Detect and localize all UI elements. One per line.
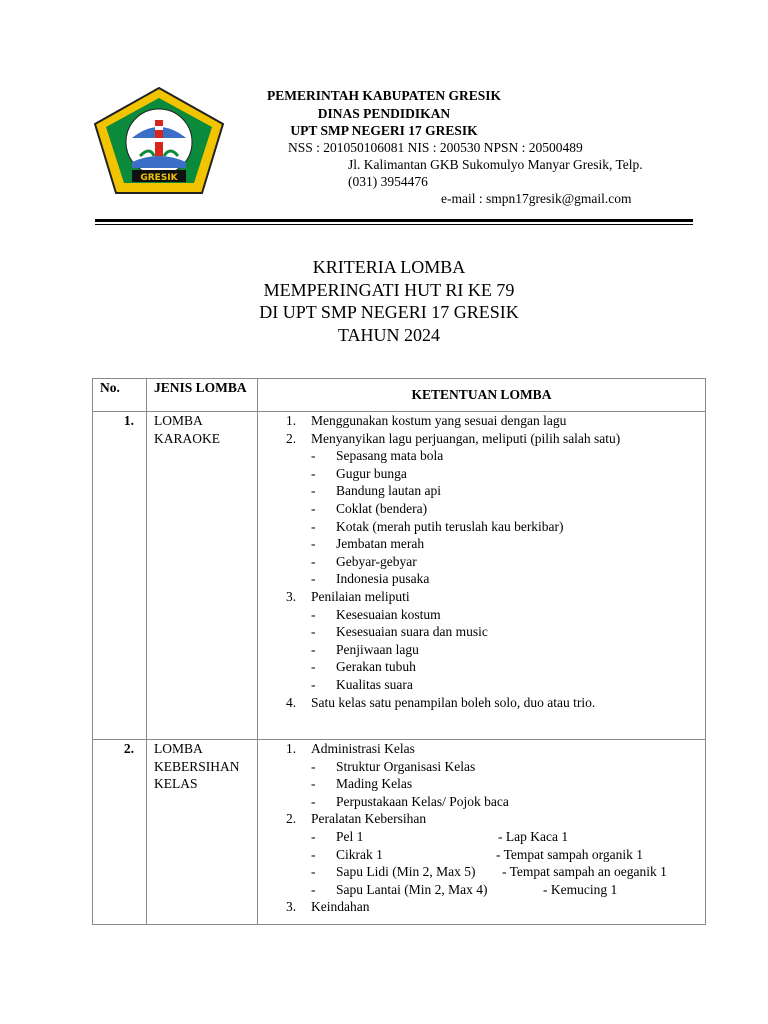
equipment-left: Sapu Lidi (Min 2, Max 5)	[336, 864, 476, 880]
rule-item	[286, 694, 705, 712]
rule-text: Menggunakan kostum yang sesuai dengan lagu	[311, 413, 567, 428]
row-jenis-lomba: LOMBA KARAOKE	[147, 412, 258, 740]
sub-item-text: Kesesuaian suara dan music	[336, 624, 488, 640]
letterhead-ids: NSS : 201050106081 NIS : 200530 NPSN : 20500489	[288, 140, 583, 155]
equipment-row	[311, 846, 705, 864]
dash-bullet: -	[311, 864, 316, 880]
dash-bullet: -	[311, 553, 316, 569]
rule-number: 1.	[286, 413, 297, 428]
dash-bullet: -	[311, 846, 316, 862]
dash-bullet: -	[311, 465, 316, 481]
dash-bullet: -	[311, 518, 316, 534]
dash-bullet: -	[311, 676, 316, 692]
criteria-table	[92, 378, 706, 925]
sub-list-item	[311, 535, 705, 553]
equipment-pair	[336, 846, 705, 864]
sub-item-text: Struktur Organisasi Kelas	[336, 758, 476, 774]
table-header-row	[93, 379, 706, 412]
rules-list	[286, 740, 705, 916]
sub-list-item	[311, 570, 705, 588]
rule-number: 4.	[286, 694, 297, 710]
rule-item	[286, 412, 705, 430]
rule-number: 1.	[286, 741, 297, 757]
rule-text: Keindahan	[311, 899, 370, 915]
dash-bullet: -	[311, 758, 316, 774]
letterhead-line2: DINAS PENDIDIKAN	[317, 106, 451, 121]
sub-item-text: Mading Kelas	[336, 776, 413, 792]
rule-text: Satu kelas satu penampilan boleh solo, duo atau trio.	[311, 694, 596, 710]
rule-item	[286, 588, 705, 694]
rule-item	[286, 430, 705, 588]
row-ketentuan	[258, 740, 706, 925]
rule-text: Administrasi Kelas	[311, 741, 415, 757]
rule-item	[286, 740, 705, 810]
header-jenis: JENIS LOMBA	[147, 379, 258, 412]
dash-bullet: -	[311, 483, 316, 499]
sub-item-text: Coklat (bendera)	[336, 500, 428, 516]
title-line3: DI UPT SMP NEGERI 17 GRESIK	[259, 302, 519, 322]
letterhead-divider-thin	[95, 224, 693, 225]
equipment-left: Cikrak 1	[336, 846, 383, 862]
rule-number: 2.	[286, 811, 297, 827]
rule-text: Peralatan Kebersihan	[311, 811, 427, 827]
sub-list-item	[311, 641, 705, 659]
letterhead-line1: PEMERINTAH KABUPATEN GRESIK	[266, 88, 502, 103]
dash-bullet: -	[311, 881, 316, 897]
sub-list-item	[311, 518, 705, 536]
dash-bullet: -	[311, 793, 316, 809]
dash-bullet: -	[311, 606, 316, 622]
sub-item-text: Kualitas suara	[336, 676, 413, 692]
sub-list-item	[311, 606, 705, 624]
sub-list-item	[311, 623, 705, 641]
dash-bullet: -	[311, 659, 316, 675]
equipment-pair	[336, 828, 705, 846]
sub-list	[311, 758, 705, 811]
rule-item	[286, 898, 705, 916]
letterhead-line3: UPT SMP NEGERI 17 GRESIK	[290, 123, 478, 138]
dash-bullet: -	[311, 536, 316, 552]
row-number: 1.	[93, 412, 147, 740]
equipment-left: Sapu Lantai (Min 2, Max 4)	[336, 881, 488, 897]
sub-item-text: Perpustakaan Kelas/ Pojok baca	[336, 793, 509, 809]
row-ketentuan	[258, 412, 706, 740]
equipment-row	[311, 881, 705, 899]
title-line1: KRITERIA LOMBA	[312, 257, 466, 277]
sub-list-item	[311, 465, 705, 483]
rule-text: Menyanyikan lagu perjuangan, meliputi (pilih salah satu)	[311, 430, 621, 446]
table-row	[93, 412, 706, 740]
sub-list-item	[311, 447, 705, 465]
header-ketentuan: KETENTUAN LOMBA	[258, 379, 706, 412]
row-jenis-lomba: LOMBA KEBERSIHAN KELAS	[147, 740, 258, 925]
sub-item-text: Gugur bunga	[336, 465, 407, 481]
dash-bullet: -	[311, 624, 316, 640]
logo-text: GRESIK	[140, 173, 178, 183]
equipment-right: - Tempat sampah organik 1	[496, 846, 644, 862]
sub-list-item	[311, 676, 705, 694]
dash-bullet: -	[311, 571, 316, 587]
letterhead-address1: Jl. Kalimantan GKB Sukomulyo Manyar Gresik, Telp.	[348, 157, 643, 172]
sub-item-text: Indonesia pusaka	[336, 571, 430, 587]
sub-item-text: Penjiwaan lagu	[336, 641, 419, 657]
title-line2: MEMPERINGATI HUT RI KE 79	[263, 279, 515, 300]
sub-item-text: Bandung lautan api	[336, 483, 441, 499]
dash-bullet: -	[311, 448, 316, 464]
equipment-right: - Tempat sampah an oeganik 1	[502, 864, 667, 880]
equipment-right: - Lap Kaca 1	[498, 829, 569, 845]
sub-list	[311, 447, 705, 588]
equipment-list	[311, 828, 705, 898]
equipment-row	[311, 863, 705, 881]
rule-number: 3.	[286, 588, 297, 604]
sub-list-item	[311, 500, 705, 518]
sub-item-text: Kesesuaian kostum	[336, 606, 441, 622]
document-title	[0, 256, 768, 346]
sub-list	[311, 606, 705, 694]
letterhead-divider	[95, 219, 693, 222]
rules-list	[286, 412, 705, 711]
equipment-row	[311, 828, 705, 846]
letterhead-email[interactable]: e-mail : smpn17gresik@gmail.com	[441, 191, 632, 206]
header-no: No.	[93, 379, 147, 412]
sub-list-item	[311, 793, 705, 811]
sub-list-item	[311, 482, 705, 500]
equipment-pair	[336, 863, 705, 881]
sub-item-text: Gerakan tubuh	[336, 659, 416, 675]
equipment-right: - Kemucing 1	[543, 881, 618, 897]
rule-item	[286, 810, 705, 898]
letterhead-address2: (031) 3954476	[348, 174, 428, 189]
dash-bullet: -	[311, 500, 316, 516]
sub-list-item	[311, 553, 705, 571]
sub-list-item	[311, 775, 705, 793]
dash-bullet: -	[311, 776, 316, 792]
dash-bullet: -	[311, 829, 316, 845]
sub-item-text: Sepasang mata bola	[336, 448, 444, 464]
sub-item-text: Gebyar-gebyar	[336, 553, 417, 569]
sub-item-text: Kotak (merah putih teruslah kau berkibar)	[336, 518, 564, 534]
sub-list-item	[311, 758, 705, 776]
sub-item-text: Jembatan merah	[336, 536, 425, 552]
rule-number: 2.	[286, 430, 297, 446]
dash-bullet: -	[311, 641, 316, 657]
rule-text: Penilaian meliputi	[311, 588, 410, 604]
rule-number: 3.	[286, 899, 297, 915]
equipment-pair	[336, 881, 705, 899]
table-row	[93, 740, 706, 925]
equipment-left: Pel 1	[336, 829, 364, 845]
title-line4: TAHUN 2024	[337, 324, 441, 345]
row-number: 2.	[93, 740, 147, 925]
sub-list-item	[311, 658, 705, 676]
